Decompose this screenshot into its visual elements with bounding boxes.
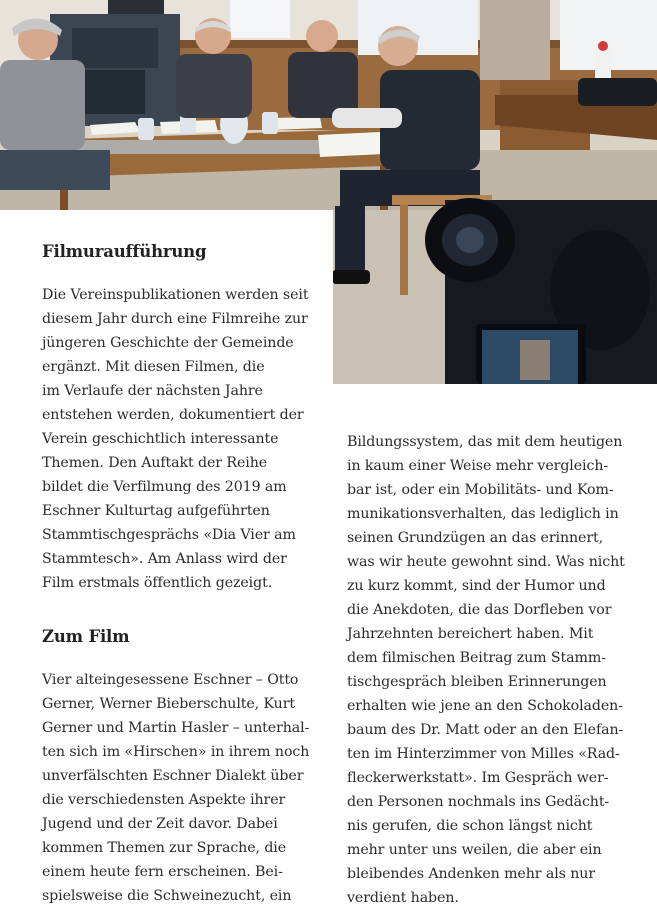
right-column — [347, 430, 637, 910]
left-column — [42, 240, 322, 908]
section-title-filmurauffuehrung: Filmuraufführung — [42, 242, 207, 261]
section-title-zum-film: Zum Film — [42, 627, 130, 646]
section-body-filmurauffuehrung: Die Vereinspublikationen werden seit diesem Jahr durch eine Filmreihe zur jüngeren Geschichte der Gemeinde ergänzt. Mit diesen Filmen, die im Verlaufe der nächsten Jahre entstehen werden, dokumentiert der Verein geschichtlich interessante Themen. Den Auftakt der Reihe bildet die Verfilmung des 2019 am Eschner Kulturtag aufgeführten Stammtischgesprächs «Dia Vier am Stammtesch». Am Anlass wird der Film erstmals öffentlich gezeigt. — [42, 287, 309, 591]
section-body-zum-film: Vier alteingesessene Eschner – Otto Gerner, Werner Bieberschulte, Kurt Gerner und Martin Hasler – unterhal- ten sich im «Hirschen» in ihrem noch unverfälschten Eschner Dialekt über die verschiedensten Aspekte ihrer Jugend und der Zeit davor. Dabei kommen Themen zur Sprache, die einem heute fern erscheinen. Bei- spielsweise die Schweinezucht, ein — [42, 672, 310, 904]
section-body-zum-film-continued: Bildungssystem, das mit dem heutigen in kaum einer Weise mehr vergleich- bar ist, oder ein Mobilitäts- und Kom- munikationsverhalten, das lediglich in seinen Grundzügen an das erinnert, was wir heute gewohnt sind. Was nicht zu kurz kommt, sind der Humor und die Anekdoten, die das Dorfleben vor Jahrzehnten bereichert haben. Mit dem filmischen Beitrag zum Stamm- tischgespräch bleiben Erinnerungen erhalten wie jene an den Schokoladen- baum des Dr. Matt oder an den Elefan- ten im Hinterzimmer von Milles «Rad- fleckerwerkstatt». Im Gespräch wer- den Personen nochmals ins Gedächt- nis gerufen, die schon längst nicht mehr unter uns weilen, die aber ein bleibendes Andenken mehr als nur verdient haben. — [347, 434, 625, 906]
